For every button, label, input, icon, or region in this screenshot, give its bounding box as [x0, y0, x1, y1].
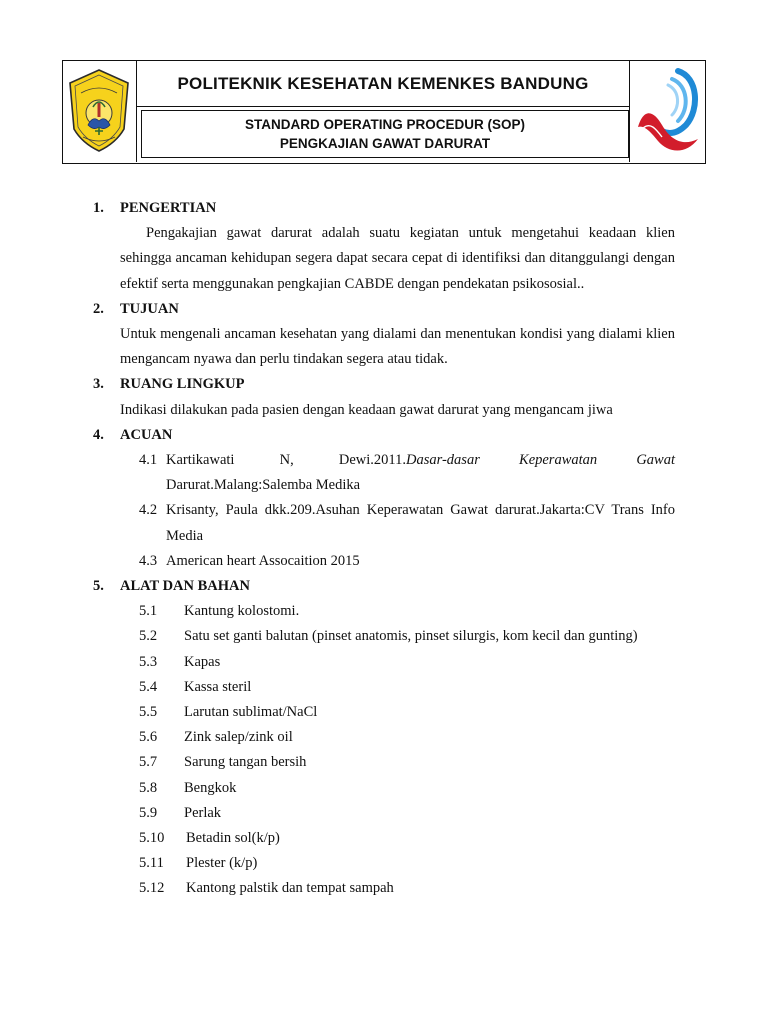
- left-logo-cell: [63, 61, 137, 162]
- item-text: Kantung kolostomi.: [184, 603, 300, 620]
- section-title: RUANG LINGKUP: [120, 376, 245, 393]
- item-text: Plester (k/p): [186, 855, 258, 872]
- reference-author: Kartikawati N, Dewi.2011.: [166, 452, 407, 469]
- reference-publisher: Darurat.Malang:Salemba Medika: [166, 477, 361, 494]
- item-number: 5.12: [139, 880, 165, 897]
- sop-title-line1: STANDARD OPERATING PROCEDUR (SOP): [244, 117, 525, 132]
- swoosh-logo-icon: [632, 65, 702, 157]
- section-heading-ruang-lingkup: [93, 372, 675, 397]
- sop-body: [93, 196, 675, 902]
- list-item: [139, 675, 675, 700]
- section-title: ALAT DAN BAHAN: [120, 578, 250, 595]
- reference-text: American heart Assocaition 2015: [166, 552, 360, 569]
- reference-item: [139, 498, 675, 548]
- list-item: [139, 801, 675, 826]
- section-heading-pengertian: [93, 196, 675, 221]
- list-item: [139, 650, 675, 675]
- section-text-pengertian: Pengakajian gawat darurat adalah suatu kegiatan untuk mengetahui keadaan klien sehingga ancaman kehidupan segera dapat secara cepat di identifiksi dan ditanggulangi dengan efektif serta menggunakan pengkajian CABDE dengan pendekatan psikososial..: [120, 225, 675, 292]
- item-text: Zink salep/zink oil: [184, 729, 293, 746]
- list-item: [139, 700, 675, 725]
- list-item: [139, 624, 675, 649]
- item-text: Larutan sublimat/NaCl: [184, 704, 318, 721]
- section-text-tujuan: Untuk mengenali ancaman kesehatan yang dialami dan menentukan kondisi yang dialami klien mengancam nyawa dan perlu tindakan segera atau tidak.: [120, 326, 675, 368]
- reference-number: 4.3: [139, 552, 158, 569]
- institution-name: POLITEKNIK KESEHATAN KEMENKES BANDUNG: [137, 61, 629, 107]
- reference-text: [166, 448, 675, 498]
- item-text: Satu set ganti balutan (pinset anatomis, pinset silurgis, kom kecil dan gunting): [184, 628, 638, 645]
- item-text: Perlak: [184, 804, 222, 821]
- section-number: 3.: [93, 376, 104, 393]
- section-text-ruang-lingkup: Indikasi dilakukan pada pasien dengan keadaan gawat darurat yang mengancam jiwa: [120, 401, 613, 418]
- section-number: 1.: [93, 200, 104, 216]
- item-number: 5.1: [139, 603, 158, 620]
- item-number: 5.3: [139, 653, 158, 670]
- reference-number: 4.2: [139, 502, 158, 519]
- list-item: [139, 725, 675, 750]
- section-number: 4.: [93, 426, 104, 443]
- section-number: 5.: [93, 578, 104, 595]
- sop-title-box: [141, 110, 629, 158]
- item-number: 5.7: [139, 754, 158, 771]
- list-item: [139, 851, 675, 876]
- item-text: Kantong palstik dan tempat sampah: [186, 880, 394, 897]
- list-item: [139, 876, 675, 901]
- document-header: [62, 60, 706, 164]
- reference-item: [139, 448, 675, 498]
- list-item: [139, 750, 675, 775]
- item-number: 5.5: [139, 704, 158, 721]
- section-heading-tujuan: [93, 297, 675, 322]
- item-number: 5.9: [139, 804, 158, 821]
- list-item: [139, 599, 675, 624]
- item-text: Bengkok: [184, 779, 237, 796]
- sop-title-line2: PENGKAJIAN GAWAT DARURAT: [279, 136, 491, 151]
- right-logo-cell: [629, 61, 705, 162]
- section-number: 2.: [93, 300, 104, 317]
- section-heading-alat-dan-bahan: [93, 574, 675, 599]
- poltekkes-shield-logo-icon: [66, 67, 132, 155]
- reference-text: Krisanty, Paula dkk.209.Asuhan Keperawatan Gawat darurat.Jakarta:CV Trans Info Media: [166, 502, 675, 544]
- section-heading-acuan: [93, 423, 675, 448]
- item-number: 5.11: [139, 855, 164, 872]
- section-title: PENGERTIAN: [120, 200, 217, 216]
- section-title: TUJUAN: [120, 300, 179, 317]
- item-text: Kapas: [184, 653, 221, 670]
- reference-title: Dasar-dasar Keperawatan Gawat: [406, 452, 675, 469]
- reference-item: [139, 549, 675, 574]
- item-text: Kassa steril: [184, 678, 252, 695]
- item-number: 5.8: [139, 779, 158, 796]
- item-text: Sarung tangan bersih: [184, 754, 307, 771]
- section-title: ACUAN: [120, 426, 173, 443]
- list-item: [139, 776, 675, 801]
- item-number: 5.4: [139, 678, 158, 695]
- item-text: Betadin sol(k/p): [186, 830, 280, 847]
- item-number: 5.6: [139, 729, 158, 746]
- item-number: 5.2: [139, 628, 158, 645]
- item-number: 5.10: [139, 830, 165, 847]
- list-item: [139, 826, 675, 851]
- reference-number: 4.1: [139, 452, 158, 469]
